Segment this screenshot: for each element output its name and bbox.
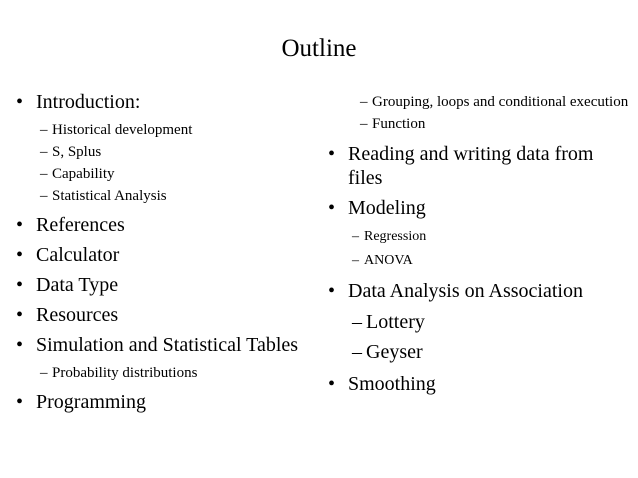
association-subitems <box>352 309 631 365</box>
subbullet-s-splus: – S, Splus <box>40 142 314 162</box>
programming-subitems <box>360 92 631 134</box>
bullet-resources: • Resources <box>14 303 314 327</box>
right-column <box>326 90 631 402</box>
subbullet-statistical-analysis: – Statistical Analysis <box>40 186 314 206</box>
bullet-data-analysis-association: • Data Analysis on Association <box>326 279 631 303</box>
subbullet-historical-development: – Historical development <box>40 120 314 140</box>
simulation-subitems <box>40 363 314 383</box>
subbullet-grouping-loops: – Grouping, loops and conditional execution <box>360 92 631 112</box>
bullet-introduction: • Introduction: <box>14 90 314 114</box>
bullet-reading-writing-data: • Reading and writing data from files <box>326 142 631 190</box>
subbullet-capability: – Capability <box>40 164 314 184</box>
bullet-references: • References <box>14 213 314 237</box>
left-bullet-list <box>14 90 314 414</box>
bullet-programming: • Programming <box>14 390 314 414</box>
slide-title: Outline <box>281 35 357 62</box>
bullet-smoothing: • Smoothing <box>326 372 631 396</box>
subbullet-anova: – ANOVA <box>352 250 631 272</box>
left-column <box>14 90 314 420</box>
subbullet-probability-distributions: – Probability distributions <box>40 363 314 383</box>
subbullet-geyser: – Geyser <box>352 339 631 365</box>
right-bullet-list <box>326 142 631 396</box>
subbullet-regression: – Regression <box>352 226 631 248</box>
subbullet-function: – Function <box>360 114 631 134</box>
bullet-data-type: • Data Type <box>14 273 314 297</box>
modeling-subitems <box>352 226 631 272</box>
bullet-modeling: • Modeling <box>326 196 631 220</box>
bullet-calculator: • Calculator <box>14 243 314 267</box>
bullet-simulation-tables: • Simulation and Statistical Tables <box>14 333 314 357</box>
subbullet-lottery: – Lottery <box>352 309 631 335</box>
introduction-subitems <box>40 120 314 206</box>
